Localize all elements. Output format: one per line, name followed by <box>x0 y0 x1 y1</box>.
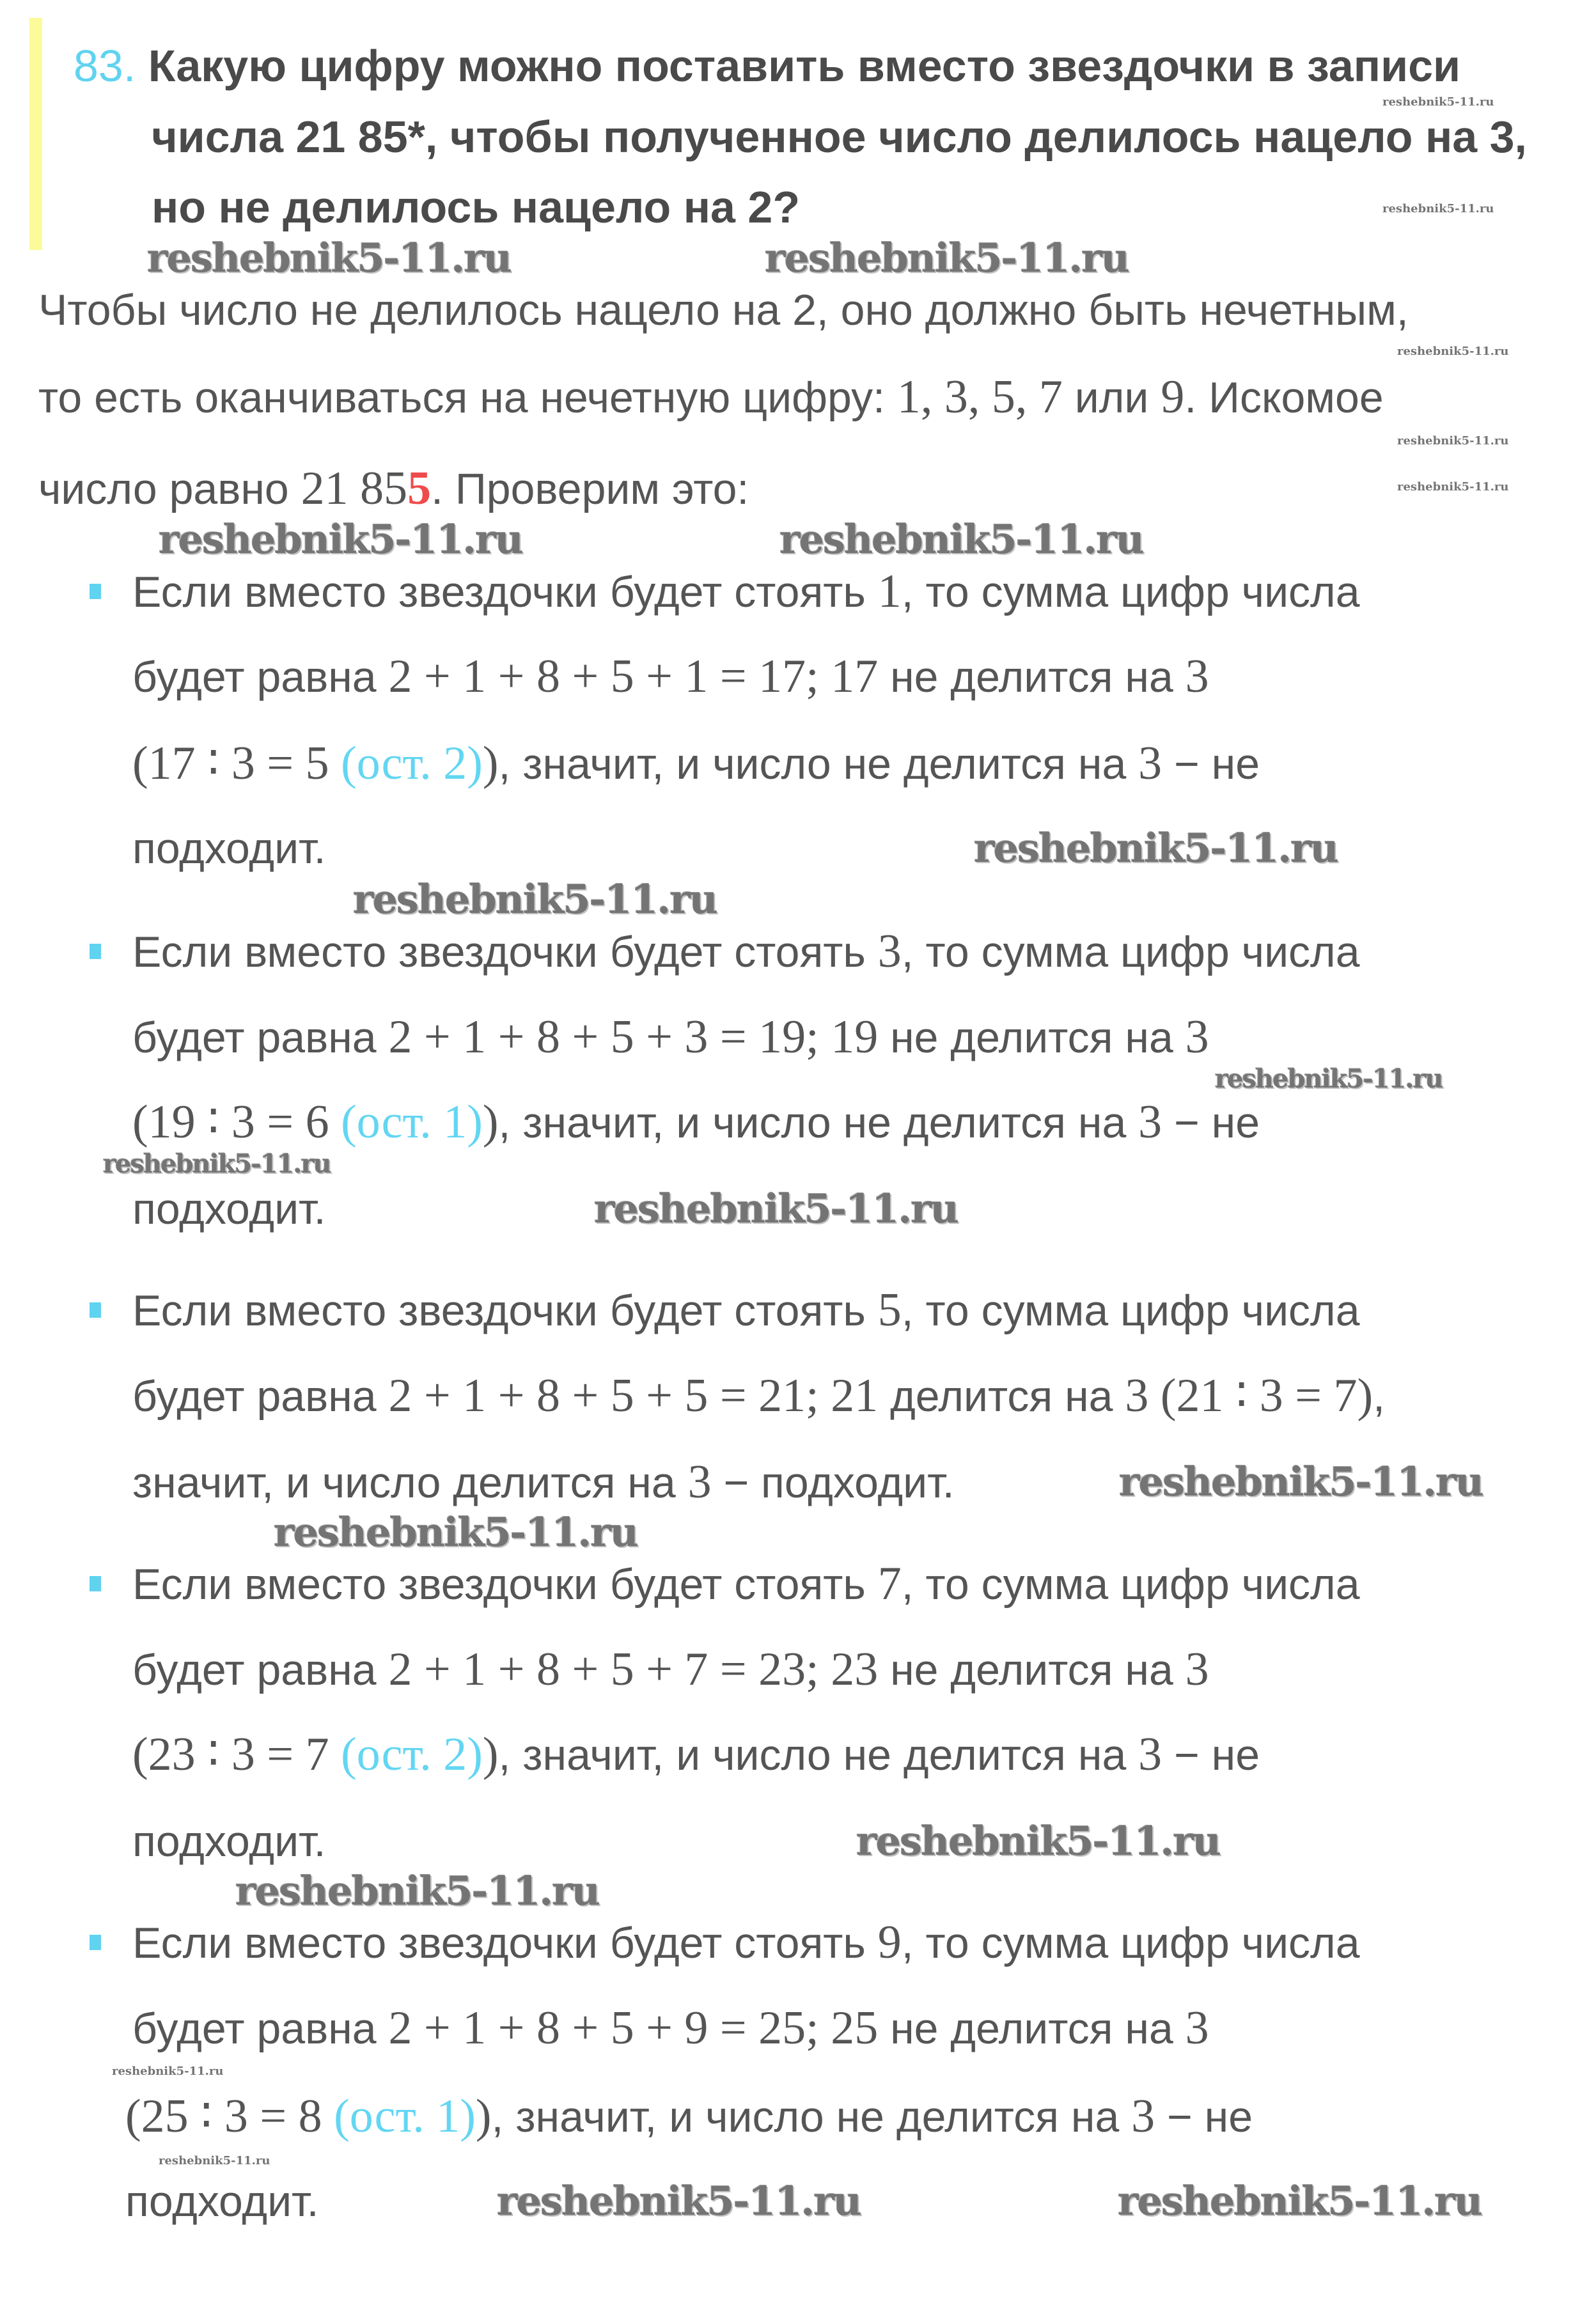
task-title-line-2 <box>152 111 1527 162</box>
text-segment: будет равна <box>132 1013 389 1062</box>
watermark: reshebnik5-11.ru <box>779 516 1143 563</box>
math-expression: 2 + 1 + 8 + 5 + 1 = 17; 17 <box>388 650 879 703</box>
math-expression: (17 ∶ 3 = 5 <box>132 737 341 790</box>
math-expression: 3 <box>1131 2090 1155 2143</box>
task-highlight-bar <box>29 18 42 250</box>
watermark: reshebnik5-11.ru <box>1215 1064 1443 1094</box>
math-expression: 3 <box>1185 1643 1209 1696</box>
bullet-5-line <box>132 2003 1209 2054</box>
answer-digit: 5 <box>407 462 432 515</box>
task-title-line-3 <box>152 182 800 233</box>
remainder-note: (ост. 2) <box>341 1728 483 1781</box>
math-expression: 9 <box>1161 371 1185 423</box>
math-expression: 3 <box>1185 2002 1209 2054</box>
text-segment: , значит, и число не делится на <box>498 1098 1139 1147</box>
math-expression: ) <box>482 1728 499 1781</box>
text-segment: , то сумма цифр числа <box>901 1919 1360 1967</box>
text-segment: , значит, и число не делится на <box>498 1731 1139 1779</box>
text-segment: Чтобы число не делилось нацело на 2, оно должно быть нечетным, <box>38 286 1409 334</box>
text-segment: , то сумма цифр числа <box>901 568 1360 616</box>
math-expression: 3 <box>877 925 902 978</box>
watermark: reshebnik5-11.ru <box>1382 95 1494 109</box>
math-expression: 3 (21 ∶ 3 = 7) <box>1125 1370 1373 1422</box>
text-segment: , то сумма цифр числа <box>901 928 1360 976</box>
task-text: числа 21 85*, чтобы полученное число делилось нацело на 3, <box>152 112 1527 162</box>
watermark: reshebnik5-11.ru <box>112 2065 224 2078</box>
bullet-marker-icon <box>90 1576 101 1591</box>
math-expression: 3 <box>1185 1011 1209 1063</box>
text-segment: , то сумма цифр числа <box>901 1560 1360 1609</box>
task-text: Какую цифру можно поставить вместо звездочки в записи <box>148 41 1461 91</box>
remainder-note: (ост. 1) <box>341 1096 483 1148</box>
watermark: reshebnik5-11.ru <box>1118 2178 1482 2224</box>
watermark: reshebnik5-11.ru <box>147 235 511 281</box>
task-number: 83. <box>74 41 136 91</box>
text-segment: − не <box>1162 740 1260 788</box>
text-segment: подходит. <box>132 824 326 873</box>
math-expression: 2 + 1 + 8 + 5 + 5 = 21; 21 <box>388 1370 879 1422</box>
bullet-4-line <box>132 1644 1209 1696</box>
math-expression: 5 <box>877 1284 902 1336</box>
text-segment: будет равна <box>132 1372 389 1421</box>
bullet-3-line <box>132 1456 955 1508</box>
watermark: reshebnik5-11.ru <box>159 2154 270 2167</box>
math-expression: 21 85 <box>301 462 408 515</box>
text-segment: будет равна <box>132 2004 389 2053</box>
bullet-4-line <box>132 1558 1360 1610</box>
math-expression: (19 ∶ 3 = 6 <box>132 1096 341 1148</box>
watermark: reshebnik5-11.ru <box>974 825 1338 871</box>
watermark: reshebnik5-11.ru <box>159 516 522 563</box>
text-segment: будет равна <box>132 1646 389 1694</box>
watermark: reshebnik5-11.ru <box>765 235 1129 281</box>
bullet-4-line <box>132 1816 326 1867</box>
math-expression: 7 <box>877 1558 902 1610</box>
bullet-marker-icon <box>90 944 101 959</box>
watermark: reshebnik5-11.ru <box>1382 202 1494 215</box>
bullet-marker-icon <box>90 1935 101 1950</box>
text-segment: − не <box>1162 1731 1260 1779</box>
watermark: reshebnik5-11.ru <box>594 1185 958 1232</box>
text-segment: значит, и число делится на <box>132 1458 688 1507</box>
text-segment: , <box>1373 1372 1386 1421</box>
watermark: reshebnik5-11.ru <box>274 1509 638 1556</box>
text-segment: Если вместо звездочки будет стоять <box>132 1286 878 1335</box>
text-segment: подходит. <box>125 2177 319 2226</box>
text-segment: Если вместо звездочки будет стоять <box>132 1919 878 1967</box>
text-segment: или <box>1062 373 1161 422</box>
intro-line <box>38 285 1409 336</box>
watermark: reshebnik5-11.ru <box>103 1149 331 1179</box>
text-segment: не делится на <box>878 1013 1185 1062</box>
watermark: reshebnik5-11.ru <box>235 1868 599 1914</box>
text-segment: будет равна <box>132 653 389 701</box>
bullet-3-line <box>132 1370 1385 1422</box>
bullet-4-line <box>132 1729 1260 1781</box>
watermark: reshebnik5-11.ru <box>1397 345 1509 358</box>
math-expression: (25 ∶ 3 = 8 <box>125 2090 334 2143</box>
text-segment: не делится на <box>878 2004 1185 2053</box>
watermark: reshebnik5-11.ru <box>1119 1458 1483 1505</box>
bullet-marker-icon <box>90 1302 101 1318</box>
math-expression: 3 <box>1138 1728 1162 1781</box>
bullet-1-line <box>132 738 1260 790</box>
text-segment: . Проверим это: <box>431 465 749 513</box>
task-text: но не делилось нацело на 2? <box>152 182 801 232</box>
text-segment: не делится на <box>878 653 1185 701</box>
remainder-note: (ост. 2) <box>341 737 483 790</box>
bullet-1-line <box>132 823 326 874</box>
math-expression: ) <box>482 1096 499 1148</box>
text-segment: Если вместо звездочки будет стоять <box>132 1560 878 1609</box>
math-expression: 9 <box>877 1916 902 1969</box>
text-segment: число равно <box>38 465 301 513</box>
math-expression: ) <box>475 2090 492 2143</box>
watermark: reshebnik5-11.ru <box>1397 480 1509 494</box>
watermark: reshebnik5-11.ru <box>1397 434 1509 448</box>
bullet-2-line <box>132 1183 326 1235</box>
text-segment: , значит, и число не делится на <box>498 740 1139 788</box>
bullet-2-line <box>132 926 1360 978</box>
text-segment: , значит, и число не делится на <box>491 2093 1132 2141</box>
bullet-1-line <box>132 566 1360 618</box>
math-expression: 2 + 1 + 8 + 5 + 9 = 25; 25 <box>388 2002 879 2054</box>
watermark: reshebnik5-11.ru <box>856 1818 1220 1864</box>
watermark: reshebnik5-11.ru <box>497 2178 861 2224</box>
math-expression: 1 <box>877 565 902 618</box>
bullet-1-line <box>132 651 1209 703</box>
bullet-marker-icon <box>90 584 101 599</box>
math-expression: 2 + 1 + 8 + 5 + 7 = 23; 23 <box>388 1643 879 1696</box>
text-segment: делится на <box>878 1372 1125 1421</box>
text-segment: , то сумма цифр числа <box>901 1286 1360 1335</box>
math-expression: 3 <box>1138 1096 1162 1148</box>
watermark: reshebnik5-11.ru <box>353 876 717 923</box>
intro-line <box>38 463 749 515</box>
text-segment: . Искомое <box>1184 373 1384 422</box>
math-expression: ) <box>482 737 499 790</box>
text-segment: Если вместо звездочки будет стоять <box>132 928 878 976</box>
math-expression: 1, 3, 5, 7 <box>896 371 1063 423</box>
text-segment: не делится на <box>878 1646 1185 1694</box>
text-segment: подходит. <box>132 1185 326 1233</box>
text-segment: Если вместо звездочки будет стоять <box>132 568 878 616</box>
text-segment: подходит. <box>132 1817 326 1866</box>
bullet-5-line <box>132 1917 1360 1969</box>
text-segment: то есть оканчиваться на нечетную цифру: <box>38 373 897 422</box>
text-segment: − не <box>1155 2093 1253 2141</box>
bullet-5-line <box>125 2091 1253 2143</box>
math-expression: 3 <box>1185 650 1209 703</box>
math-expression: 3 <box>687 1456 712 1508</box>
text-segment: − не <box>1162 1098 1260 1147</box>
bullet-2-line <box>132 1011 1209 1063</box>
remainder-note: (ост. 1) <box>334 2090 476 2143</box>
intro-line <box>38 371 1384 423</box>
bullet-2-line <box>132 1097 1260 1148</box>
text-segment: − подходит. <box>711 1458 955 1507</box>
math-expression: 3 <box>1138 737 1162 790</box>
math-expression: 2 + 1 + 8 + 5 + 3 = 19; 19 <box>388 1011 879 1063</box>
math-expression: (23 ∶ 3 = 7 <box>132 1728 341 1781</box>
task-title-line-1 <box>74 40 1460 91</box>
bullet-5-line <box>125 2176 319 2227</box>
bullet-3-line <box>132 1284 1360 1336</box>
